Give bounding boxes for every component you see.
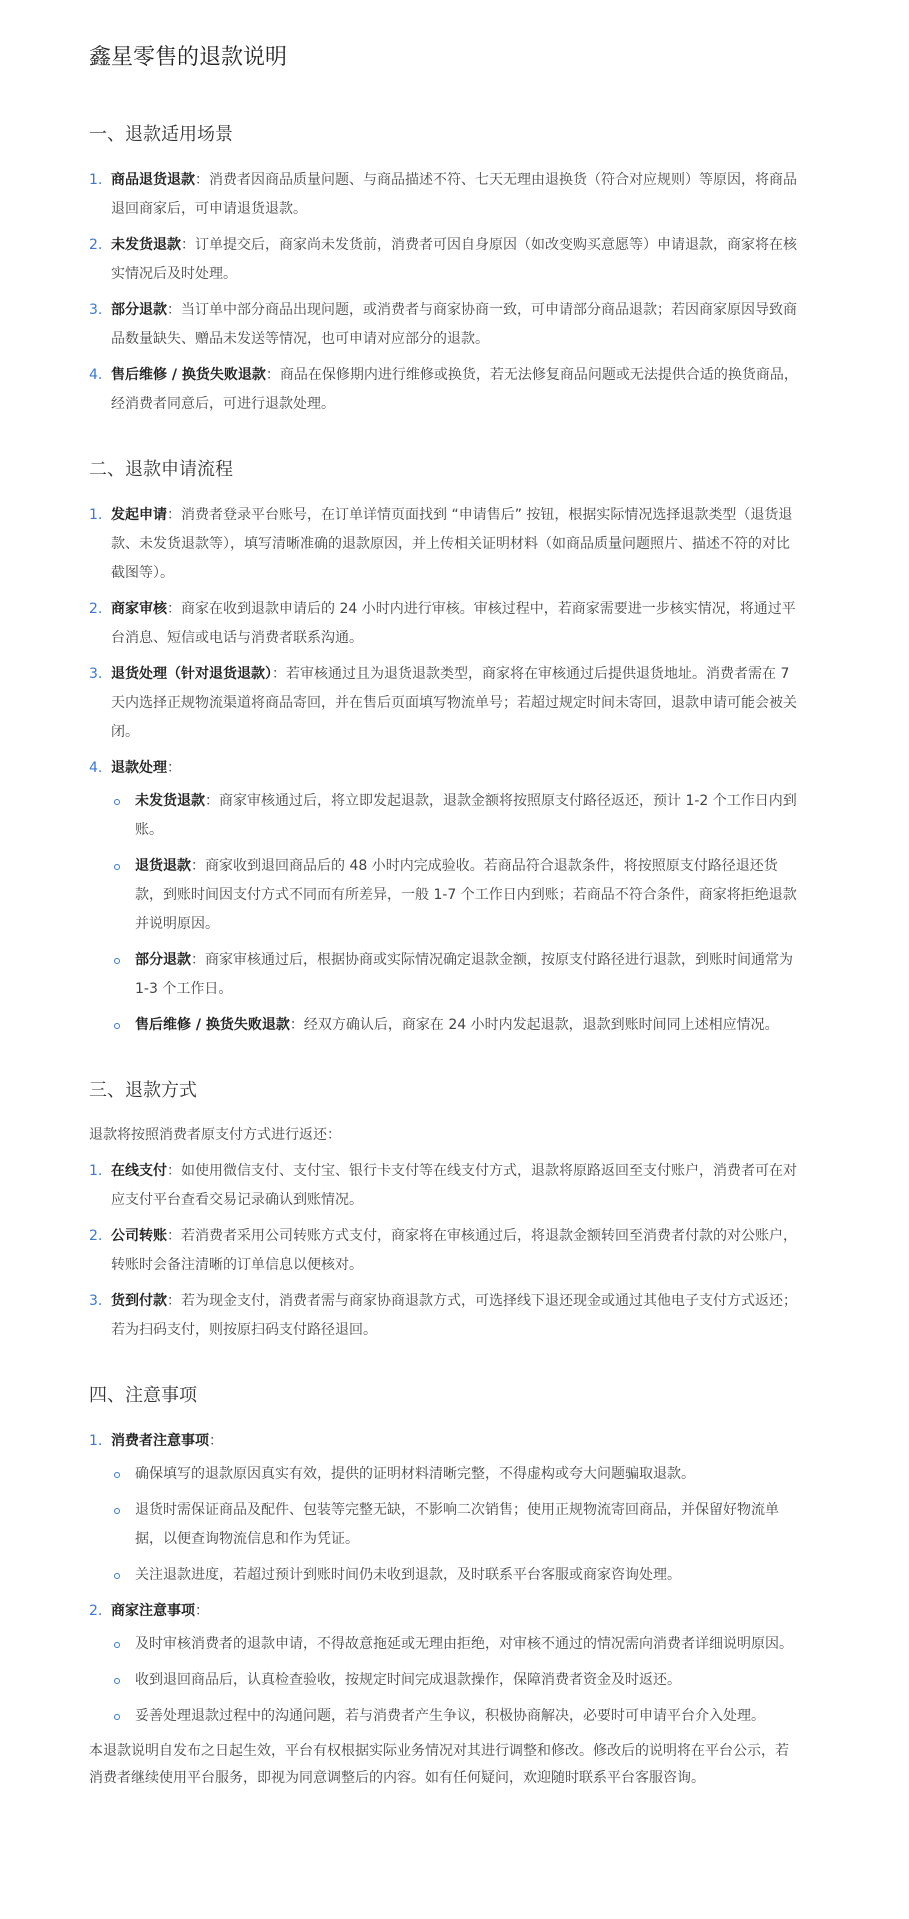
bullet-text: ：商家审核通过后，将立即发起退款，退款金额将按照原支付路径返还，预计 1-2 个工作日内到账。 [135, 793, 797, 838]
item-text: ：若消费者采用公司转账方式支付，商家将在审核通过后，将退款金额转回至消费者付款的对公账户，转账时会备注清晰的订单信息以便核对。 [111, 1228, 797, 1273]
item-number: 3. [89, 666, 103, 682]
item-text: ： [195, 1603, 209, 1619]
sections-container [89, 122, 801, 1731]
item-term: 发起申请 [111, 507, 167, 523]
bullet-text: 及时审核消费者的退款申请，不得故意拖延或无理由拒绝，对审核不通过的情况需向消费者详细说明原因。 [135, 1636, 793, 1652]
circle-bullet-icon [114, 1508, 120, 1514]
item-term: 退货处理（针对退货退款） [111, 666, 272, 682]
list-item [89, 361, 801, 419]
item-number: 3. [89, 1293, 103, 1309]
item-text: ：订单提交后，商家尚未发货前，消费者可因自身原因（如改变购买意愿等）申请退款，商家将在核实情况后及时处理。 [111, 237, 797, 282]
section-heading: 四、注意事项 [89, 1385, 197, 1406]
item-term: 商家注意事项 [111, 1603, 195, 1619]
list-item [89, 1157, 801, 1215]
list-item [89, 660, 801, 747]
item-text: ：商家在收到退款申请后的 24 小时内进行审核。审核过程中，若商家需要进一步核实情况，将通过平台消息、短信或电话与消费者联系沟通。 [111, 601, 796, 646]
item-text: ： [209, 1433, 223, 1449]
bullet-item [111, 1561, 801, 1590]
list-item [89, 296, 801, 354]
section-4 [89, 1383, 801, 1731]
bullet-item [111, 1460, 801, 1489]
item-term: 未发货退款 [111, 237, 181, 253]
item-term: 商家审核 [111, 601, 167, 617]
circle-bullet-icon [114, 864, 120, 870]
circle-bullet-icon [114, 1678, 120, 1684]
bullet-text: 收到退回商品后，认真检查验收，按规定时间完成退款操作，保障消费者资金及时返还。 [135, 1672, 681, 1688]
section-3 [89, 1078, 801, 1345]
circle-bullet-icon [114, 1642, 120, 1648]
circle-bullet-icon [114, 1472, 120, 1478]
section-intro: 退款将按照消费者原支付方式进行返还： [89, 1127, 341, 1143]
circle-bullet-icon [114, 1023, 120, 1029]
item-term: 商品退货退款 [111, 172, 195, 188]
bullet-text: 关注退款进度，若超过预计到账时间仍未收到退款，及时联系平台客服或商家咨询处理。 [135, 1567, 681, 1583]
item-number: 1. [89, 1433, 103, 1449]
bullet-item [111, 1666, 801, 1695]
bullet-item [111, 787, 801, 845]
bullet-term: 售后维修 / 换货失败退款 [135, 1017, 290, 1033]
bullet-item [111, 1702, 801, 1731]
numbered-list [89, 1427, 801, 1731]
item-term: 退款处理 [111, 760, 167, 776]
item-term: 货到付款 [111, 1293, 167, 1309]
item-term: 在线支付 [111, 1163, 167, 1179]
section-heading: 一、退款适用场景 [89, 124, 233, 145]
item-number: 4. [89, 760, 103, 776]
item-text: ：如使用微信支付、支付宝、银行卡支付等在线支付方式，退款将原路返回至支付账户，消费者可在对应支付平台查看交易记录确认到账情况。 [111, 1163, 797, 1208]
item-number: 3. [89, 302, 103, 318]
item-text: ：消费者登录平台账号，在订单详情页面找到 “申请售后” 按钮，根据实际情况选择退款类型（退货退款、未发货退款等），填写清晰准确的退款原因，并上传相关证明材料（如商品质量问题照片、描述不符的对比截图等）。 [111, 507, 793, 581]
bullet-item [111, 946, 801, 1004]
item-number: 4. [89, 367, 103, 383]
item-text: ：消费者因商品质量问题、与商品描述不符、七天无理由退换货（符合对应规则）等原因，将商品退回商家后，可申请退货退款。 [111, 172, 797, 217]
bullet-item [111, 1496, 801, 1554]
bullet-item [111, 1011, 801, 1040]
bullet-term: 部分退款 [135, 952, 191, 968]
item-text: ：商品在保修期内进行维修或换货，若无法修复商品问题或无法提供合适的换货商品，经消费者同意后，可进行退款处理。 [111, 367, 798, 412]
item-term: 消费者注意事项 [111, 1433, 209, 1449]
item-number: 2. [89, 1603, 103, 1619]
circle-bullet-icon [114, 799, 120, 805]
circle-bullet-icon [114, 1573, 120, 1579]
bullet-text: ：经双方确认后，商家在 24 小时内发起退款，退款到账时间同上述相应情况。 [289, 1017, 779, 1033]
list-item [89, 754, 801, 1040]
section-heading: 三、退款方式 [89, 1080, 197, 1101]
circle-bullet-icon [114, 958, 120, 964]
bullet-list [111, 787, 801, 1040]
bullet-text: 妥善处理退款过程中的沟通问题，若与消费者产生争议，积极协商解决，必要时可申请平台介入处理。 [135, 1708, 765, 1724]
item-text: ：当订单中部分商品出现问题，或消费者与商家协商一致，可申请部分商品退款；若因商家原因导致商品数量缺失、赠品未发送等情况，也可申请对应部分的退款。 [111, 302, 797, 347]
section-heading: 二、退款申请流程 [89, 459, 233, 480]
section-2 [89, 457, 801, 1040]
circle-bullet-icon [114, 1714, 120, 1720]
item-text: ：若为现金支付，消费者需与商家协商退款方式，可选择线下退还现金或通过其他电子支付方式返还；若为扫码支付，则按原扫码支付路径退回。 [111, 1293, 797, 1338]
item-term: 公司转账 [111, 1228, 167, 1244]
bullet-text: ：商家审核通过后，根据协商或实际情况确定退款金额，按原支付路径进行退款，到账时间通常为 1-3 个工作日。 [135, 952, 793, 997]
list-item [89, 595, 801, 653]
item-text: ：若审核通过且为退货退款类型，商家将在审核通过后提供退货地址。消费者需在 7 天内选择正规物流渠道将商品寄回，并在售后页面填写物流单号；若超过规定时间未寄回，退款申请可能会被关闭。 [111, 666, 797, 740]
bullet-item [111, 1630, 801, 1659]
section-1 [89, 122, 801, 419]
list-item [89, 501, 801, 588]
list-item [89, 1222, 801, 1280]
list-item [89, 231, 801, 289]
bullet-text: 确保填写的退款原因真实有效，提供的证明材料清晰完整，不得虚构或夸大问题骗取退款。 [135, 1466, 695, 1482]
bullet-text: ：商家收到退回商品后的 48 小时内完成验收。若商品符合退款条件，将按照原支付路径退还货款，到账时间因支付方式不同而有所差异，一般 1-7 个工作日内到账；若商品不符合条件，商家将拒绝退款并说明原因。 [135, 858, 797, 932]
bullet-term: 退货退款 [135, 858, 191, 874]
closing-note: 本退款说明自发布之日起生效，平台有权根据实际业务情况对其进行调整和修改。修改后的说明将在平台公示，若消费者继续使用平台服务，即视为同意调整后的内容。如有任何疑问，欢迎随时联系平台客服咨询。 [89, 1743, 789, 1786]
page-title: 鑫星零售的退款说明 [89, 45, 288, 70]
item-term: 售后维修 / 换货失败退款 [111, 367, 266, 383]
bullet-text: 退货时需保证商品及配件、包装等完整无缺，不影响二次销售；使用正规物流寄回商品，并保留好物流单据，以便查询物流信息和作为凭证。 [135, 1502, 779, 1547]
bullet-item [111, 852, 801, 939]
list-item [89, 1287, 801, 1345]
list-item [89, 166, 801, 224]
list-item [89, 1427, 801, 1590]
numbered-list [89, 501, 801, 1040]
list-item [89, 1597, 801, 1731]
bullet-list [111, 1630, 801, 1731]
item-number: 2. [89, 601, 103, 617]
numbered-list [89, 1157, 801, 1345]
item-number: 1. [89, 1163, 103, 1179]
item-number: 1. [89, 507, 103, 523]
item-number: 2. [89, 237, 103, 253]
item-number: 2. [89, 1228, 103, 1244]
bullet-list [111, 1460, 801, 1590]
item-term: 部分退款 [111, 302, 167, 318]
item-number: 1. [89, 172, 103, 188]
bullet-term: 未发货退款 [135, 793, 205, 809]
item-text: ： [167, 760, 181, 776]
numbered-list [89, 166, 801, 419]
